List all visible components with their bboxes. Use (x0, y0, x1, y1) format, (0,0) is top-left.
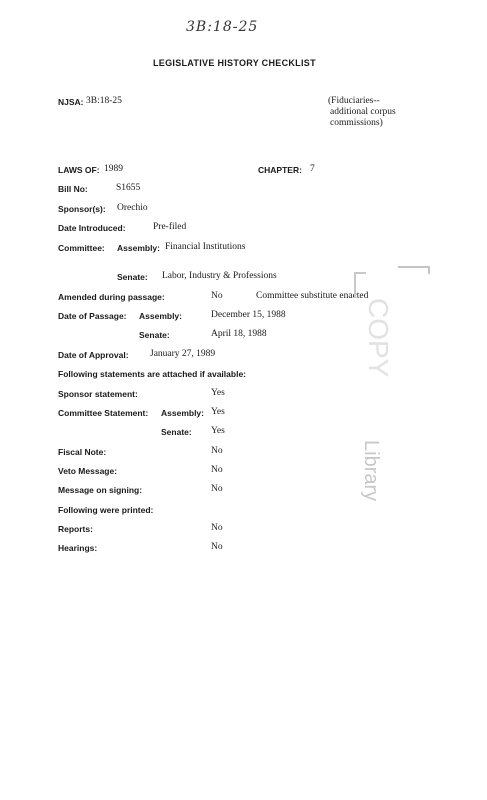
date-of-approval-value: January 27, 1989 (150, 349, 216, 359)
amended-extra: Committee substitute enacted (256, 291, 369, 301)
message-on-signing-value: No (211, 484, 223, 494)
amended-value: No (211, 291, 223, 301)
laws-of-label: LAWS OF: (58, 165, 100, 175)
library-stamp-faint-2: Library (360, 440, 382, 502)
veto-message-label: Veto Message: (58, 466, 118, 476)
committee-statement-assembly-label: Assembly: (161, 408, 204, 418)
chapter-value: 7 (310, 164, 315, 174)
reports-label: Reports: (58, 524, 93, 534)
committee-assembly-value: Financial Institutions (165, 242, 246, 252)
committee-statement-senate-label: Senate: (161, 427, 192, 437)
date-introduced-label: Date Introduced: (58, 223, 126, 233)
laws-of-value: 1989 (104, 164, 123, 174)
bill-no-value: S1655 (116, 183, 141, 193)
committee-senate-label: Senate: (117, 272, 148, 282)
date-of-approval-label: Date of Approval: (58, 350, 129, 360)
subject-note-line3: commissions) (330, 118, 383, 128)
date-of-passage-label: Date of Passage: (58, 311, 127, 321)
passage-senate-label: Senate: (139, 330, 170, 340)
fiscal-note-label: Fiscal Note: (58, 447, 107, 457)
veto-message-value: No (211, 465, 223, 475)
committee-statement-label: Committee Statement: (58, 408, 149, 418)
sponsor-statement-label: Sponsor statement: (58, 389, 138, 399)
message-on-signing-label: Message on signing: (58, 485, 143, 495)
sponsor-statement-value: Yes (211, 388, 225, 398)
committee-label: Committee: (58, 243, 105, 253)
sponsors-value: Orechio (117, 203, 148, 213)
committee-senate-value: Labor, Industry & Professions (162, 271, 277, 281)
njsa-label: NJSA: (58, 97, 84, 107)
library-stamp-faint-1: COPY (363, 298, 394, 378)
printed-heading: Following were printed: (58, 505, 154, 515)
library-stamp-bracket (354, 272, 366, 298)
subject-note-line1: (Fiduciaries-- (328, 96, 380, 106)
sponsors-label: Sponsor(s): (58, 204, 106, 214)
reports-value: No (211, 523, 223, 533)
amended-label: Amended during passage: (58, 292, 165, 302)
bill-no-label: Bill No: (58, 184, 88, 194)
fiscal-note-value: No (211, 446, 223, 456)
passage-assembly-label: Assembly: (139, 311, 182, 321)
handwritten-reference: 3B:18-25 (186, 19, 259, 35)
chapter-label: CHAPTER: (258, 165, 302, 175)
subject-note-line2: additional corpus (330, 107, 396, 117)
committee-statement-senate-value: Yes (211, 426, 225, 436)
passage-senate-value: April 18, 1988 (211, 329, 267, 339)
page-title: LEGISLATIVE HISTORY CHECKLIST (153, 58, 316, 68)
statements-heading: Following statements are attached if available: (58, 369, 246, 379)
njsa-value: 3B:18-25 (86, 96, 122, 106)
passage-assembly-value: December 15, 1988 (211, 310, 286, 320)
hearings-value: No (211, 542, 223, 552)
committee-statement-assembly-value: Yes (211, 407, 225, 417)
library-stamp-mark (398, 266, 430, 274)
committee-assembly-label: Assembly: (117, 243, 160, 253)
date-introduced-value: Pre-filed (153, 222, 187, 232)
hearings-label: Hearings: (58, 543, 98, 553)
